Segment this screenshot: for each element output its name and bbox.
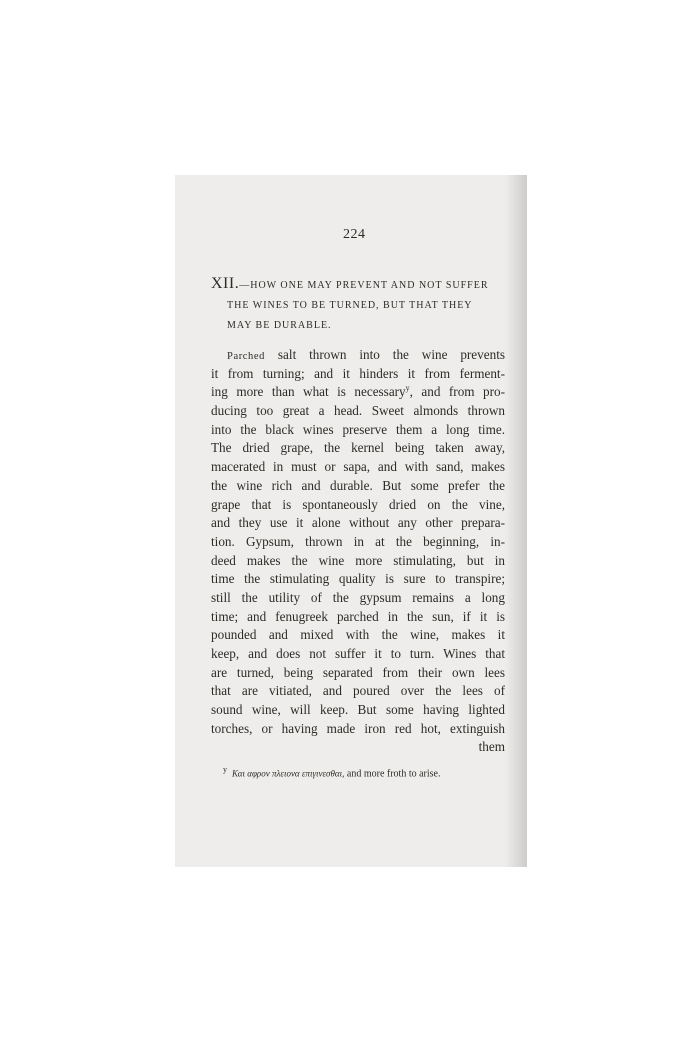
- body-line: tion. Gypsum, thrown in at the beginning, in-: [211, 533, 505, 549]
- body-line: ing more than what is necessary$^y$, and from pro-: [211, 383, 505, 400]
- footnote: [223, 765, 513, 779]
- footnote-greek: Και αφρον πλειονα επιγινεσθαι,: [232, 768, 345, 779]
- page-number: 224: [343, 227, 366, 242]
- section-heading: [211, 274, 505, 336]
- catchword: them: [478, 739, 505, 755]
- body-paragraph: [211, 346, 505, 757]
- page-edge-shadow: [505, 175, 527, 867]
- body-line: that are vitiated, and poured over the lees of: [211, 683, 505, 699]
- book-page: [175, 175, 527, 867]
- body-line: deed makes the wine more stimulating, but in: [211, 552, 505, 568]
- body-line: grape that is spontaneously dried on the vine,: [211, 496, 505, 512]
- footnote-mark: y: [223, 765, 227, 774]
- heading-line-2: THE WINES TO BE TURNED, BUT THAT THEY: [227, 300, 473, 311]
- body-line: ducing too great a head. Sweet almonds thrown: [211, 403, 505, 419]
- body-line: time; and fenugreek parched in the sun, if it is: [211, 608, 505, 624]
- body-line: sound wine, will keep. But some having lighted: [211, 702, 505, 718]
- heading-line-1: —HOW ONE MAY PREVENT AND NOT SUFFER: [239, 280, 489, 291]
- section-number: XII.: [211, 275, 240, 292]
- body-line: still the utility of the gypsum remains a long: [211, 589, 505, 605]
- body-line: torches, or having made iron red hot, extinguish: [211, 720, 505, 736]
- body-line: time the stimulating quality is sure to transpire;: [211, 571, 505, 587]
- body-line: are turned, being separated from their own lees: [211, 664, 505, 680]
- heading-line-3: MAY BE DURABLE.: [227, 320, 332, 331]
- opening-word: Parched: [227, 351, 266, 362]
- body-line: The dried grape, the kernel being taken away,: [211, 440, 505, 456]
- footnote-english: and more froth to arise.: [344, 768, 441, 780]
- body-line: the wine rich and durable. But some prefer the: [211, 477, 505, 493]
- body-line: Parched salt thrown into the wine prevents: [227, 347, 505, 362]
- footnote-reference: y: [405, 383, 410, 393]
- body-line: keep, and does not suffer it to turn. Wines that: [211, 646, 505, 661]
- body-line: it from turning; and it hinders it from ferment-: [211, 365, 505, 381]
- body-line: macerated in must or sapa, and with sand, makes: [211, 459, 505, 475]
- body-line: into the black wines preserve them a long time.: [211, 421, 505, 437]
- body-line: and they use it alone without any other prepara-: [211, 515, 505, 531]
- body-line: pounded and mixed with the wine, makes it: [211, 627, 505, 643]
